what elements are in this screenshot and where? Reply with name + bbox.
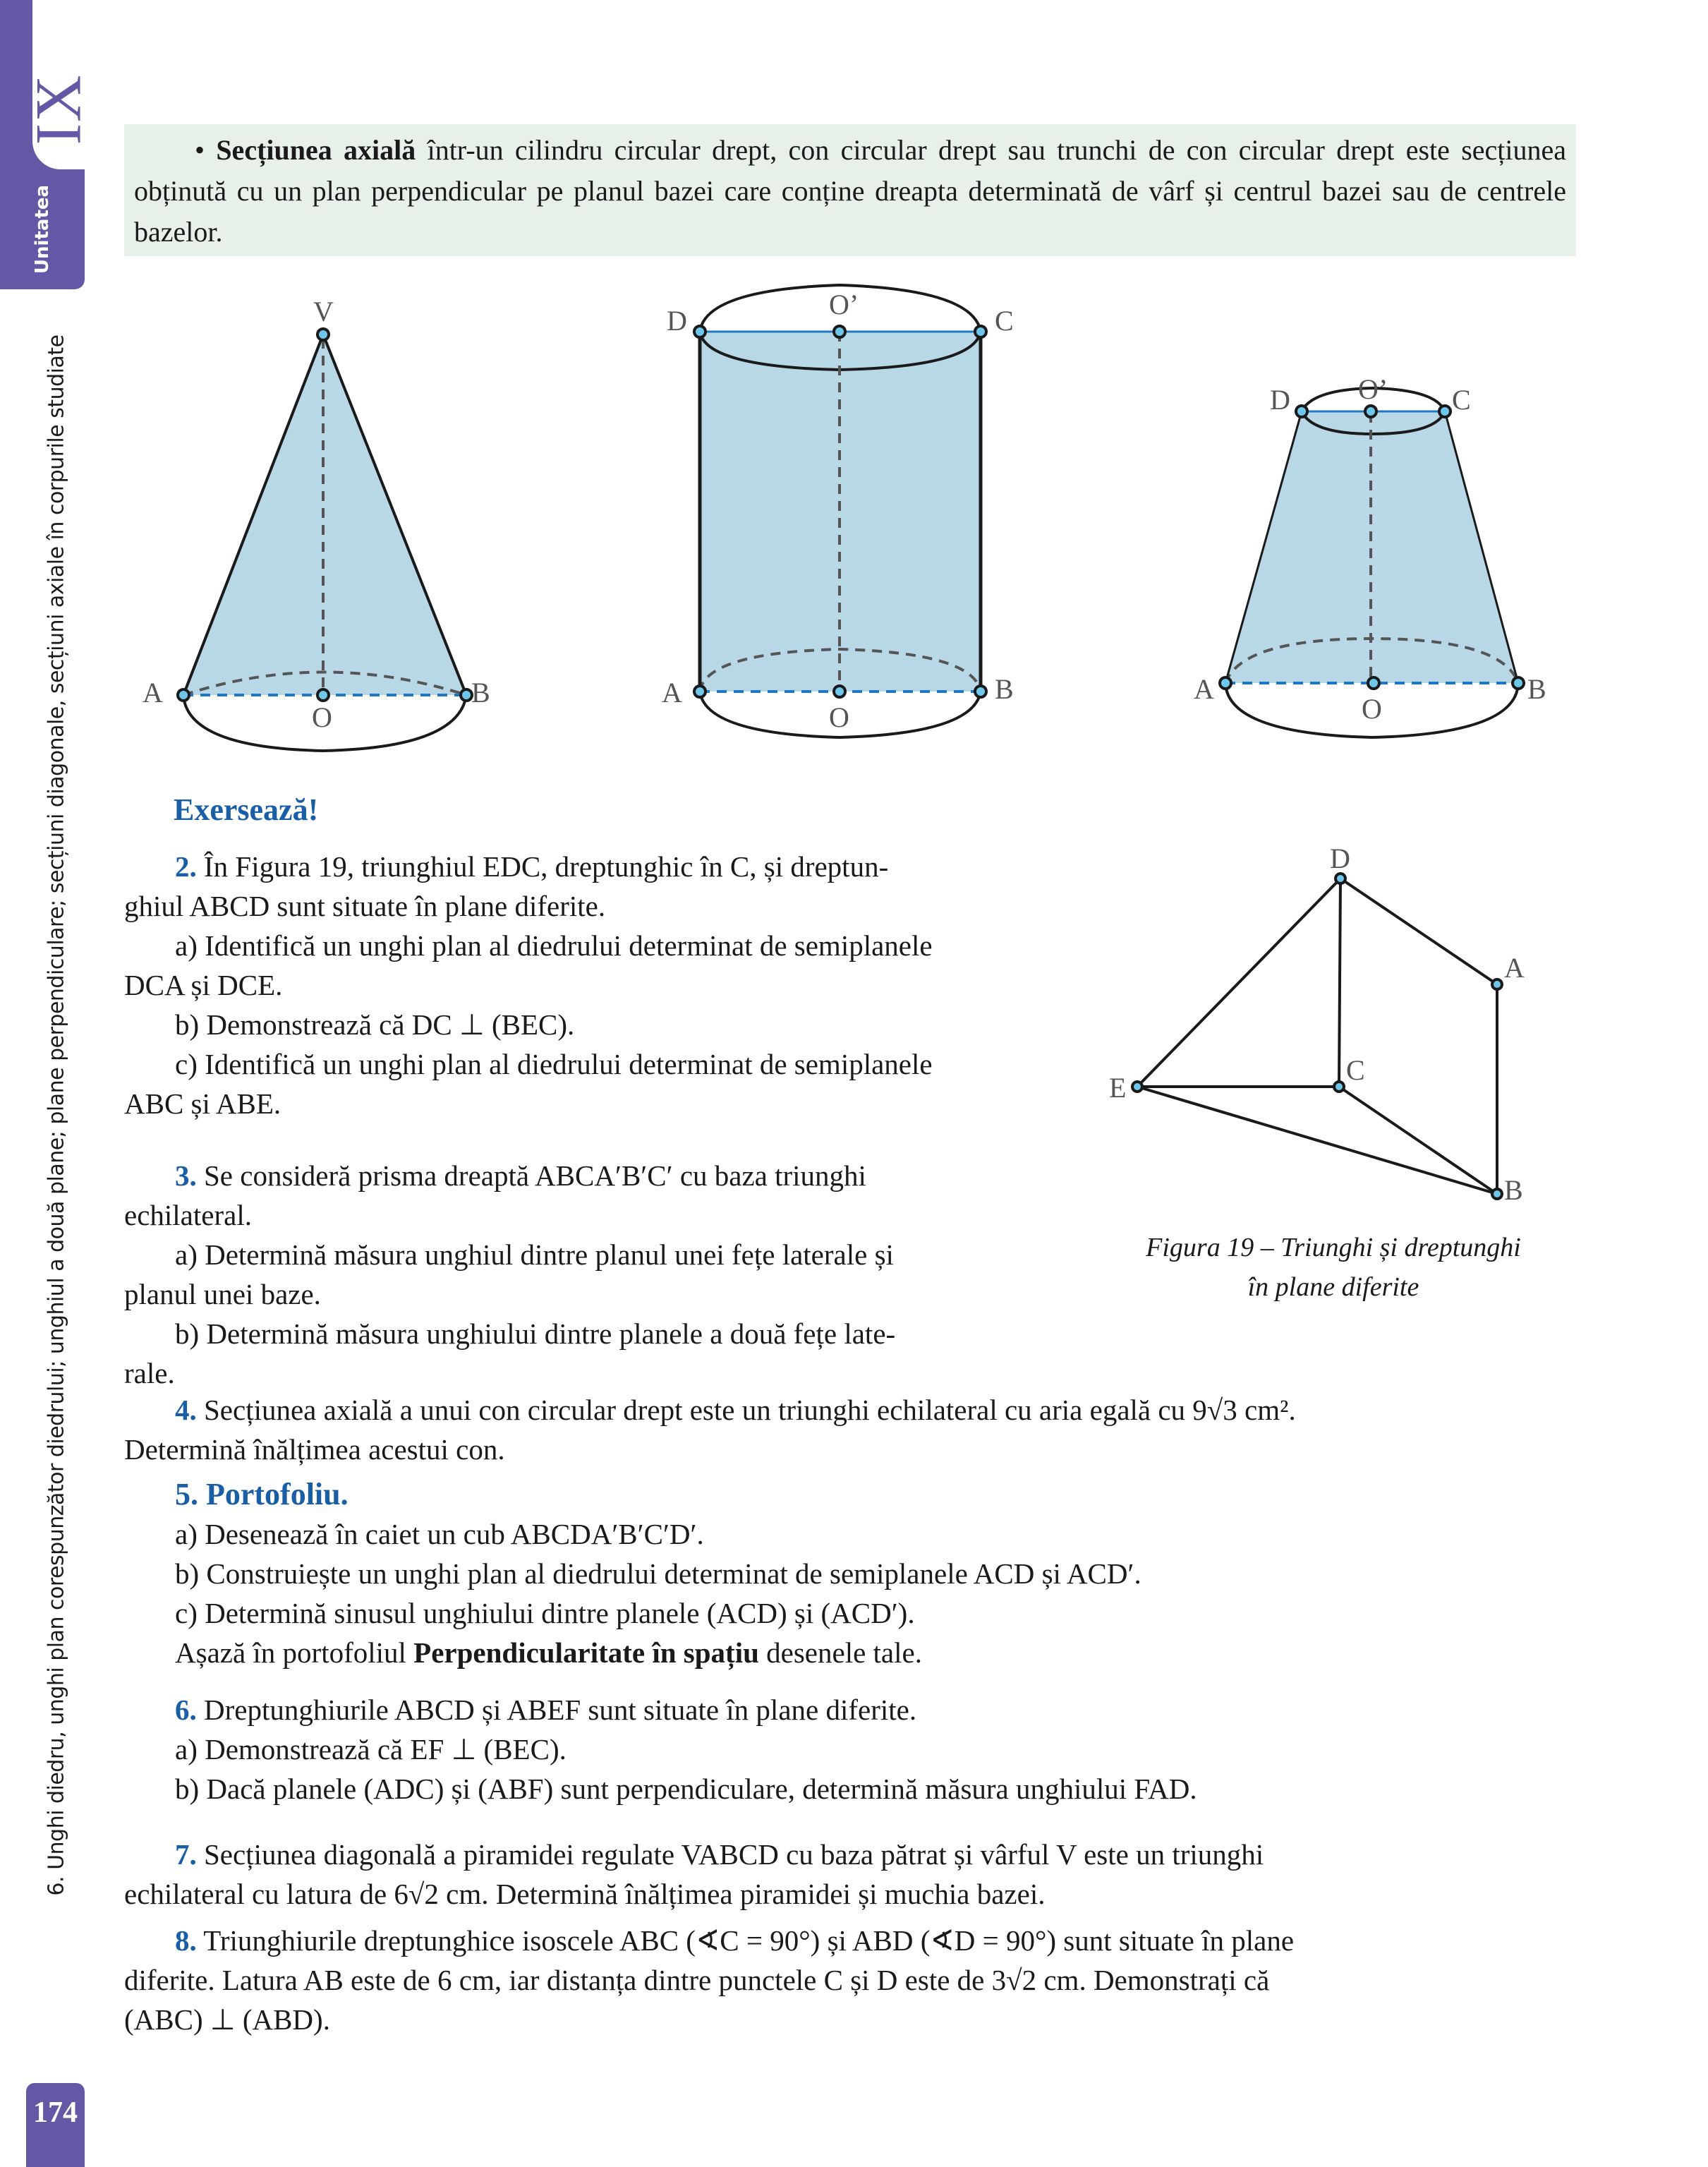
exercise-4: 4. Secțiunea axială a unui con circular drept este un triunghi echilateral cu aria egală cu 9√3 cm². Determină înălțimea acestui con. — [124, 1394, 1296, 1466]
svg-text:O: O — [312, 701, 332, 733]
svg-text:V: V — [313, 296, 334, 327]
svg-text:A: A — [1194, 673, 1214, 705]
svg-text:B: B — [995, 673, 1014, 705]
svg-text:O’: O’ — [829, 289, 859, 320]
exercise-8: 8. Triunghiurile dreptunghice isoscele ABC (∢C = 90°) și ABD (∢D = 90°) sunt situate în plane diferite. Latura AB este de 6 cm, iar distanța dintre punctele C și D este de 3√2 cm. Demonstrați că (ABC) ⊥ (ABD). — [124, 1924, 1295, 2036]
svg-text:A: A — [143, 677, 163, 708]
svg-text:O’: O’ — [1358, 373, 1388, 405]
page-number: 174 — [26, 2083, 85, 2167]
svg-text:B: B — [471, 677, 490, 708]
svg-text:D: D — [1270, 384, 1290, 416]
svg-text:B: B — [1527, 673, 1546, 705]
svg-text:E: E — [1109, 1072, 1127, 1104]
unit-number: IX — [23, 73, 95, 145]
svg-text:A: A — [662, 677, 682, 708]
definition-text: într-un cilindru circular drept, con circular drept sau trunchi de con circular drept este secțiunea obținută cu un plan perpendicular pe planul bazei care conține dreapta determinată de vârf și centrul bazei sau de centrele bazelor. — [134, 134, 1567, 248]
svg-text:C: C — [995, 305, 1014, 337]
svg-text:O: O — [829, 701, 849, 733]
exercise-6: 6. Dreptunghiurile ABCD și ABEF sunt situate în plane diferite. a) Demonstrează că EF ⊥ (BEC). b) Dacă planele (ADC) și (ABF) sunt perpendiculare, determină măsura unghiului FAD. — [175, 1694, 1197, 1805]
chapter-running-title: 6. Unghi diedru, unghi plan corespunzător diedrului; unghiul a două plane; plane perpendiculare; secțiuni diagonale, secțiuni axiale în corpurile studiate — [44, 334, 69, 1896]
svg-text:O: O — [1362, 693, 1382, 725]
svg-text:C: C — [1346, 1054, 1365, 1086]
svg-text:B: B — [1504, 1174, 1523, 1206]
cylinder-figure — [662, 285, 1014, 737]
svg-text:C: C — [1452, 384, 1471, 416]
section-heading: Exersează! — [174, 792, 319, 827]
solids-figures — [127, 282, 1573, 762]
figure-19-caption: Figura 19 – Triunghi și dreptunghi în plane diferite — [1146, 1233, 1521, 1302]
svg-text:A: A — [1504, 952, 1525, 984]
cone-figure — [143, 296, 490, 751]
figure-19-diagram — [1086, 833, 1566, 1228]
svg-text:D: D — [667, 305, 687, 337]
bullet: • — [195, 134, 205, 166]
definition-box — [124, 124, 1576, 256]
svg-text:D: D — [1330, 843, 1350, 874]
definition-term: Secțiunea axială — [216, 134, 416, 166]
exercise-2: 2. În Figura 19, triunghiul EDC, dreptunghic în C, și dreptun- ghiul ABCD sunt situate în plane diferite. a) Identifică un unghi plan al diedrului determinat de semiplanele DCA și DCE. b) Demonstrează că DC ⊥ (BEC). c) Identifică un unghi plan al diedrului determinat de semiplanele ABC și ABE. — [124, 850, 933, 1120]
unit-label: Unitatea — [32, 184, 53, 274]
exercise-5: 5. Portofoliu. a) Desenează în caiet un cub ABCDA′B′C′D′. b) Construiește un unghi plan al diedrului determinat de semiplanele ACD și ACD′. c) Determină sinusul unghiului dintre planele (ACD) și (ACD′). Așază în portofoliul Perpendicularitate în spațiu desenele tale. — [175, 1477, 1141, 1669]
exercise-3: 3. Se consideră prisma dreaptă ABCA′B′C′ cu baza triunghi echilateral. a) Determină măsura unghiul dintre planul unei fețe laterale și planul unei baze. b) Determină măsura unghiului dintre planele a două fețe late- rale. — [124, 1159, 896, 1389]
frustum-figure — [1194, 373, 1546, 737]
exercise-7: 7. Secțiunea diagonală a piramidei regulate VABCD cu baza pătrat și vârful V este un triunghi echilateral cu latura de 6√2 cm. Determină înălțimea piramidei și muchia bazei. — [124, 1838, 1264, 1910]
